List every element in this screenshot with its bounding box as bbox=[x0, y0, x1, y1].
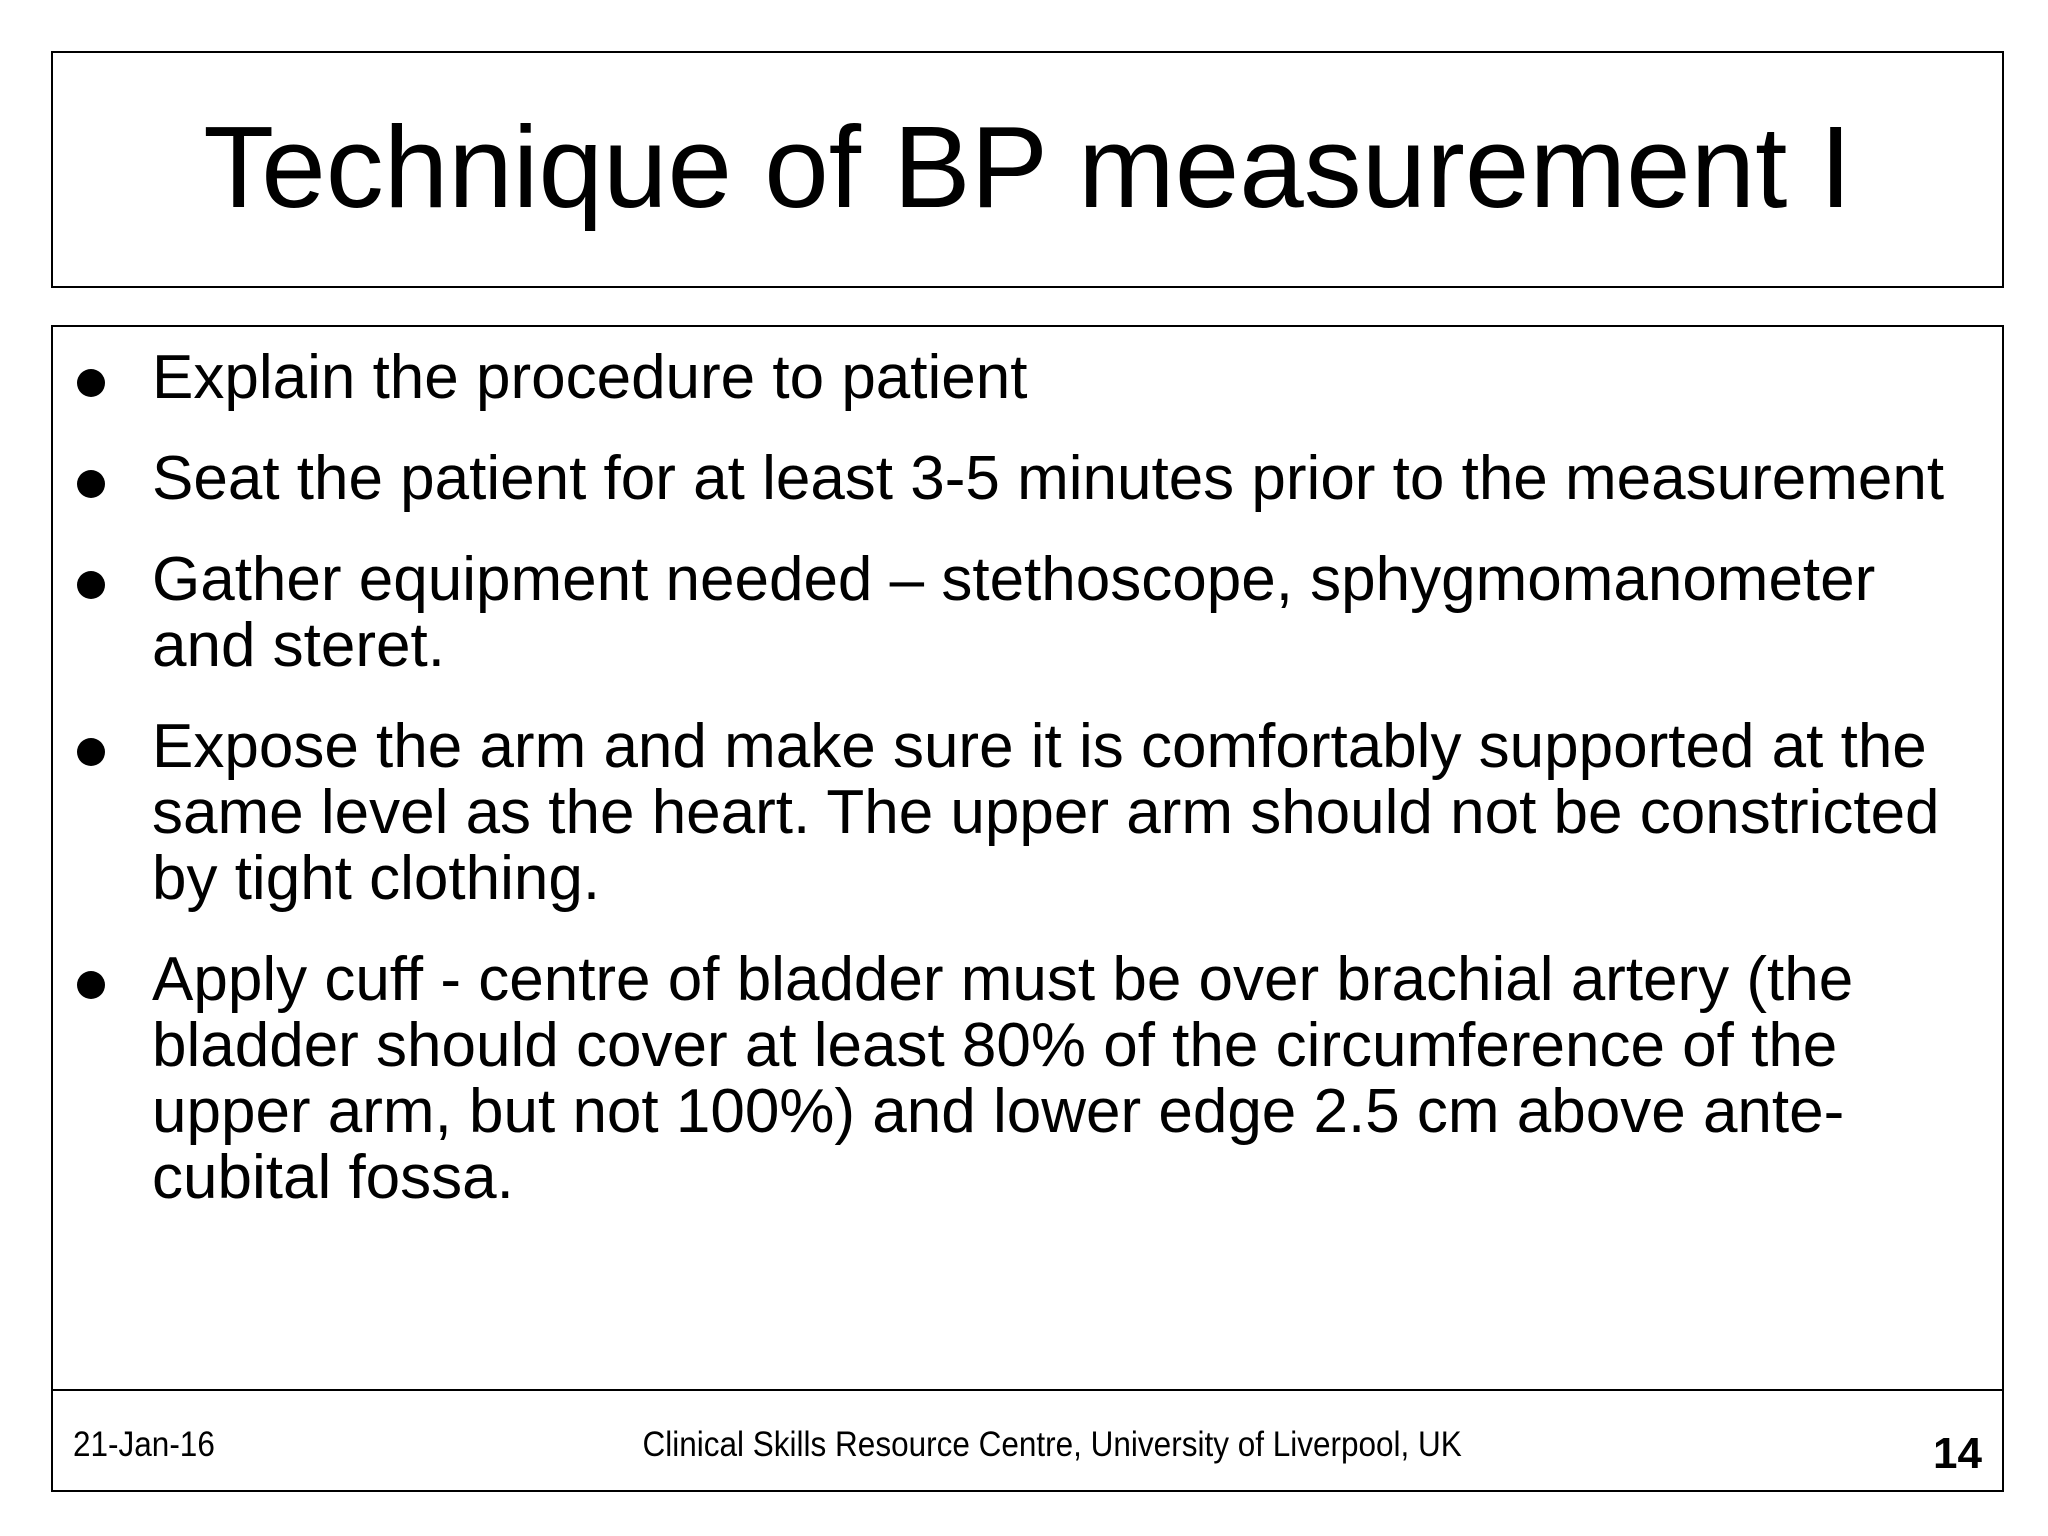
page-number: 14 bbox=[1933, 1429, 1982, 1478]
footer-date: 21-Jan-16 bbox=[73, 1425, 215, 1464]
bullet-item bbox=[53, 446, 2002, 512]
slide-title-box bbox=[51, 51, 2004, 288]
bullet-list bbox=[53, 345, 2002, 1246]
bullet-icon bbox=[77, 571, 105, 599]
bullet-item bbox=[53, 947, 2002, 1211]
bullet-icon bbox=[77, 470, 105, 498]
bullet-icon bbox=[77, 738, 105, 766]
bullet-item bbox=[53, 547, 2002, 679]
bullet-text: Explain the procedure to patient bbox=[152, 343, 1028, 412]
footer-organization-wrapper bbox=[53, 1425, 2002, 1465]
slide-content-box bbox=[51, 325, 2004, 1391]
footer-organization: Clinical Skills Resource Centre, University of Liverpool, UK bbox=[642, 1425, 1463, 1464]
bullet-text: Gather equipment needed – stethoscope, sphygmomanometer and steret. bbox=[152, 545, 1876, 680]
slide-title: Technique of BP measurement I bbox=[203, 101, 1852, 232]
bullet-icon bbox=[77, 971, 105, 999]
bullet-icon bbox=[77, 369, 105, 397]
bullet-text: Apply cuff - centre of bladder must be over brachial artery (the bladder should cover at least 80% of the circumference of the upper arm, but not 100%) and lower edge 2.5 cm above ante-cubital fossa. bbox=[152, 945, 1854, 1212]
bullet-text: Seat the patient for at least 3-5 minutes prior to the measurement bbox=[152, 444, 1945, 513]
bullet-item bbox=[53, 714, 2002, 912]
bullet-text: Expose the arm and make sure it is comfortably supported at the same level as the heart. The upper arm should not be constricted by tight clothing. bbox=[152, 712, 1940, 913]
slide-footer bbox=[51, 1389, 2004, 1492]
bullet-item bbox=[53, 345, 2002, 411]
